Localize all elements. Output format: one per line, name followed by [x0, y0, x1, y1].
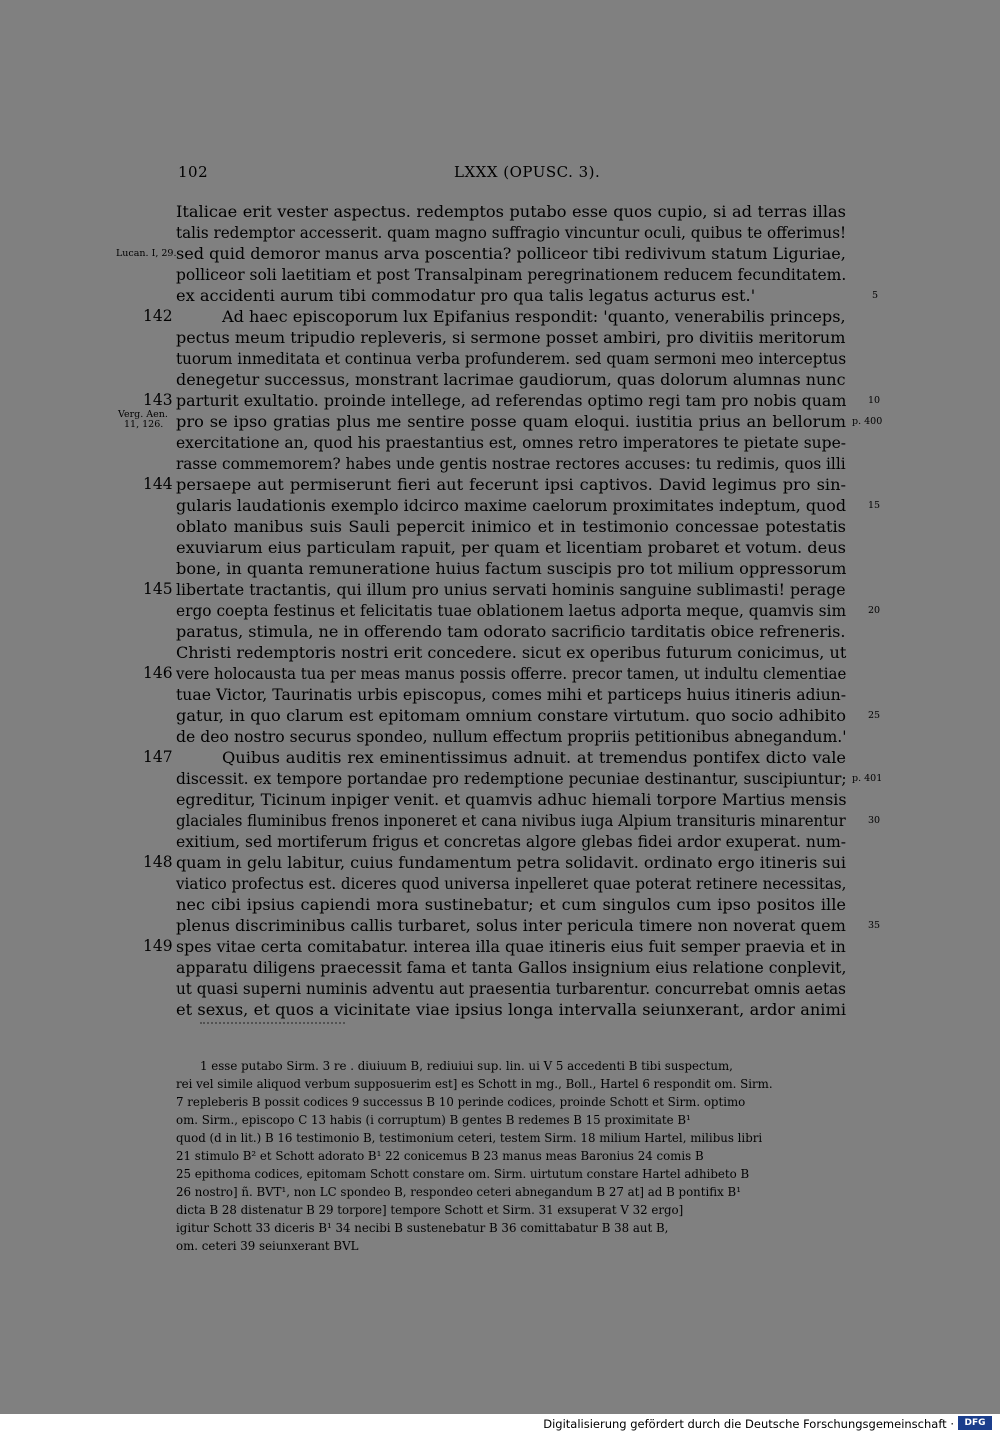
text-line: glaciales fluminibus frenos inponeret et cana nivibus iuga Alpium transituris minarentur: [176, 811, 846, 830]
section-number: 145: [143, 580, 173, 598]
page-number: 102: [178, 163, 209, 181]
text-line: plenus discriminibus callis turbaret, solus inter pericula timere non noverat quem: [176, 916, 846, 935]
text-line: bone, in quanta remuneratione huius factum suscipis pro tot milium oppressorum: [176, 559, 847, 578]
section-number: 147: [143, 748, 173, 766]
text-line: gularis laudationis exemplo idcirco maxime caelorum proximitates indeptum, quod: [176, 496, 847, 515]
text-line: exitium, sed mortiferum frigus et concretas algore glebas fidei ardor exuperat. num-: [176, 832, 847, 851]
text-line: gatur, in quo clarum est epitomam omnium constare virtutum. quo socio adhibito: [176, 706, 846, 725]
section-number: 149: [143, 937, 173, 955]
text-line: Italicae erit vester aspectus. redemptos putabo esse quos cupio, si ad terras illas: [176, 202, 846, 221]
text-line: exercitatione an, quod his praestantius est, omnes retro imperatores te pietate supe-: [176, 433, 847, 452]
text-line: paratus, stimula, ne in offerendo tam odorato sacrificio tarditatis obice refreneris.: [176, 622, 846, 641]
footnote-line: 25 epithoma codices, epitomam Schott constare om. Sirm. uirtutum constare Hartel adhibeto B: [176, 1167, 750, 1181]
text-line: exuviarum eius particulam rapuit, per quam et licentiam probaret et votum. deus: [176, 538, 846, 557]
funding-notice: Digitalisierung gefördert durch die Deutsche Forschungsgemeinschaft ·: [543, 1417, 954, 1431]
text-line: persaepe aut permiserunt fieri aut fecerunt ipsi captivos. David legimus pro sin-: [176, 475, 846, 494]
section-number: 142: [143, 307, 173, 325]
footnote-line: 7 repleberis B possit codices 9 successus B 10 perinde codices, proinde Schott et Sirm. optimo: [176, 1095, 746, 1109]
text-line: viatico profectus est. diceres quod universa inpelleret quae poterat retinere necessitas,: [176, 874, 847, 893]
text-line: ut quasi superni numinis adventu aut praesentia turbarentur. concurrebat omnis aetas: [176, 979, 846, 998]
text-line: oblato manibus suis Sauli pepercit inimico et in testimonio concessae potestatis: [176, 517, 846, 536]
running-title: LXXX (OPUSC. 3).: [454, 163, 601, 181]
page-reference: p. 400: [852, 416, 883, 427]
footnote-line: 1 esse putabo Sirm. 3 re . diuiuum B, rediuiui sup. lin. ui V 5 accedenti B tibi suspectum,: [200, 1059, 733, 1073]
text-line: quam in gelu labitur, cuius fundamentum petra solidavit. ordinato ergo itineris sui: [176, 853, 847, 872]
footnote-line: om. Sirm., episcopo C 13 habis (i corruptum) B gentes B redemes B 15 proximitate B¹: [176, 1113, 691, 1127]
section-number: 143: [143, 391, 173, 409]
section-number: 144: [143, 475, 173, 493]
text-line: de deo nostro securus spondeo, nullum effectum propriis petitionibus abnegandum.': [176, 727, 847, 746]
line-number: 10: [868, 395, 881, 406]
page-reference: p. 401: [852, 773, 883, 784]
text-line: sed quid demoror manus arva poscentia? polliceor tibi redivivum statum Liguriae,: [176, 244, 846, 263]
text-line: pectus meum tripudio repleveris, si sermone posset ambiri, pro divitiis meritorum: [176, 328, 846, 347]
text-line: Christi redemptoris nostri erit concedere. sicut ex operibus futurum conicimus, ut: [176, 643, 847, 662]
text-line: ex accidenti aurum tibi commodatur pro qua talis legatus acturus est.': [176, 286, 756, 305]
footnote-line: 21 stimulo B² et Schott adorato B¹ 22 conicemus B 23 manus meas Baronius 24 comis B: [176, 1149, 704, 1163]
text-line: talis redemptor accesserit. quam magno suffragio vincuntur oculi, quibus te offerimus!: [176, 223, 847, 242]
footer-bar: [0, 1414, 1000, 1434]
footnote-line: quod (d in lit.) B 16 testimonio B, testimonium ceteri, testem Sirm. 18 milium Hartel, milibus libri: [176, 1131, 763, 1145]
footnote-line: igitur Schott 33 diceris B¹ 34 necibi B sustenebatur B 36 comittabatur B 38 aut B,: [176, 1221, 669, 1235]
section-number: 148: [143, 853, 173, 871]
text-line: rasse commemorem? habes unde gentis nostrae rectores accuses: tu redimis, quos illi: [176, 454, 846, 473]
footnote-line: 26 nostro] ñ. BVT¹, non LC spondeo B, respondeo ceteri abnegandum B 27 at] ad B pontifix B¹: [176, 1185, 741, 1199]
text-line: Quibus auditis rex eminentissimus adnuit. at tremendus pontifex dicto vale: [222, 748, 846, 767]
line-number: 5: [872, 290, 879, 301]
source-reference: Lucan. I, 29.: [116, 248, 177, 259]
source-reference: 11, 126.: [124, 419, 164, 430]
cut-off-line-fragment: [200, 1022, 345, 1028]
text-line: denegetur successus, monstrant lacrimae gaudiorum, quas dolorum alumnas nunc: [176, 370, 846, 389]
line-number: 20: [868, 605, 881, 616]
text-line: vere holocausta tua per meas manus possis offerre. precor tamen, ut indultu clementiae: [176, 664, 847, 683]
text-line: nec cibi ipsius capiendi mora sustinebatur; et cum singulos cum ipso positos ille: [176, 895, 846, 914]
text-line: discessit. ex tempore portandae pro redemptione pecuniae destinantur, suscipiuntur;: [176, 769, 847, 788]
text-line: apparatu diligens praecessit fama et tanta Gallos insignium eius relatione conplevit,: [176, 958, 847, 977]
footnote-line: dicta B 28 distenatur B 29 torpore] tempore Schott et Sirm. 31 exsuperat V 32 ergo]: [176, 1203, 684, 1217]
source-reference: Verg. Aen.: [118, 409, 168, 420]
text-line: tuorum inmeditata et continua verba profunderem. sed quam sermoni meo interceptus: [176, 349, 847, 368]
footnote-line: om. ceteri 39 seiunxerant BVL: [176, 1239, 359, 1253]
footnote-line: rei vel simile aliquod verbum supposuerim est] es Schott in mg., Boll., Hartel 6 respondit om. Sirm.: [176, 1077, 773, 1091]
line-number: 15: [868, 500, 881, 511]
text-line: libertate tractantis, qui illum pro unius servati hominis sanguine sublimasti! perage: [176, 580, 846, 599]
text-line: spes vitae certa comitabatur. interea illa quae itineris eius fuit semper praevia et in: [176, 937, 846, 956]
text-line: egreditur, Ticinum inpiger venit. et quamvis adhuc hiemali torpore Martius mensis: [176, 790, 847, 809]
text-line: tuae Victor, Taurinatis urbis episcopus, comes mihi et particeps huius itineris adiun-: [176, 685, 847, 704]
line-number: 30: [868, 815, 881, 826]
text-line: pro se ipso gratias plus me sentire posse quam eloqui. iustitia prius an bellorum: [176, 412, 846, 431]
line-number: 35: [868, 920, 881, 931]
text-line: polliceor soli laetitiam et post Transalpinam peregrinationem reducem fecunditatem.: [176, 265, 847, 284]
line-number: 25: [868, 710, 881, 721]
text-line: parturit exultatio. proinde intellege, ad referendas optimo regi tam pro nobis quam: [176, 391, 847, 410]
text-line: Ad haec episcoporum lux Epifanius respondit: 'quanto, venerabilis princeps,: [222, 307, 846, 326]
section-number: 146: [143, 664, 173, 682]
text-line: ergo coepta festinus et felicitatis tuae oblationem laetus adporta meque, quamvis sim: [176, 601, 847, 620]
dfg-logo[interactable]: DFG: [958, 1416, 992, 1430]
text-line: et sexus, et quos a vicinitate viae ipsius longa intervalla seiunxerant, ardor animi: [176, 1000, 846, 1019]
